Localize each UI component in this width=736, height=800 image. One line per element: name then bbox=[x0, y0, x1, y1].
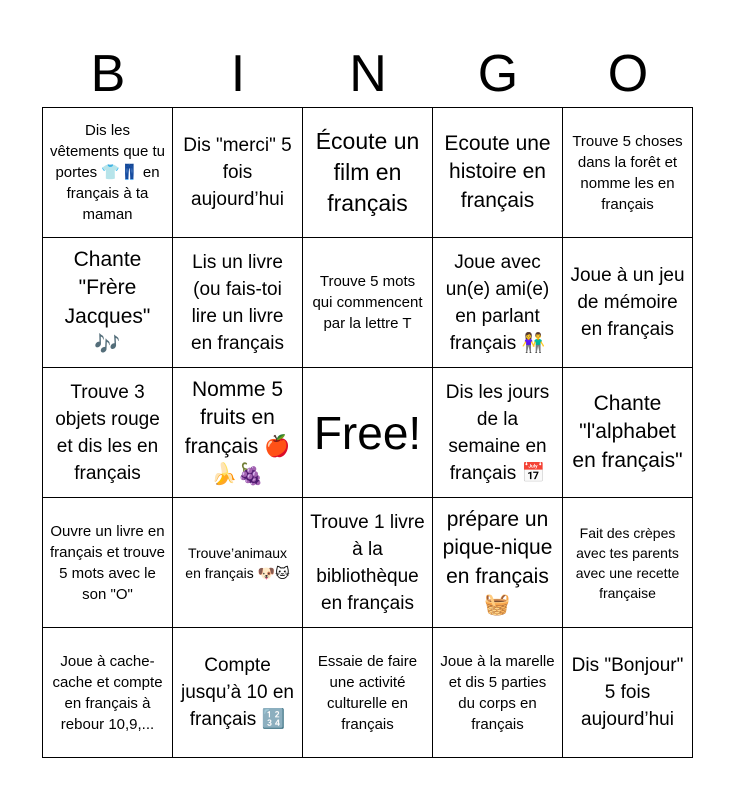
cell-text: Chante "l'alphabet en français" bbox=[572, 391, 683, 472]
bingo-cell[interactable] bbox=[173, 238, 303, 368]
cell-text: Nomme 5 fruits en français 🍎🍌🍇 bbox=[184, 377, 291, 486]
cell-text: Ouvre un livre en français et trouve 5 mots avec le son "O" bbox=[49, 522, 166, 603]
cell-text: Trouve 1 livre à la bibliothèque en français bbox=[310, 511, 425, 614]
cell-text: Essaie de faire une activité culturelle en français bbox=[317, 652, 418, 733]
bingo-cell[interactable] bbox=[303, 108, 433, 238]
cell-text: Trouve 3 objets rouge et dis les en français bbox=[55, 381, 160, 484]
bingo-cell[interactable] bbox=[433, 108, 563, 238]
cell-text: Fait des crèpes avec tes parents avec une recette française bbox=[575, 524, 680, 601]
bingo-cell[interactable] bbox=[563, 628, 693, 758]
header-letter-g: G bbox=[477, 45, 519, 103]
cell-text: Joue à un jeu de mémoire en français bbox=[570, 265, 685, 340]
cell-text: Joue à cache-cache et compte en français à rebour 10,9,... bbox=[52, 652, 163, 733]
bingo-cell[interactable] bbox=[43, 628, 173, 758]
cell-text: Joue à la marelle et dis 5 parties du corps en français bbox=[440, 652, 555, 733]
bingo-grid bbox=[42, 107, 693, 758]
cell-text: Chante "Frère Jacques" 🎶 bbox=[64, 247, 151, 356]
cell-text: Compte jusqu’à 10 en français 🔢 bbox=[180, 655, 295, 730]
bingo-cell[interactable] bbox=[563, 498, 693, 628]
bingo-cell[interactable] bbox=[43, 108, 173, 238]
cell-text: Trouve 5 mots qui commencent par la lettre T bbox=[312, 273, 423, 332]
cell-text: Dis "Bonjour" 5 fois aujourd’hui bbox=[571, 655, 684, 730]
bingo-cell[interactable] bbox=[173, 498, 303, 628]
header-letter-b: B bbox=[90, 45, 126, 103]
header-letter-o: O bbox=[607, 45, 649, 103]
free-space-cell[interactable] bbox=[303, 368, 433, 498]
cell-text: Lis un livre (ou fais-toi lire un livre en français bbox=[191, 251, 284, 354]
bingo-cell[interactable] bbox=[43, 238, 173, 368]
cell-text: Trouve 5 choses dans la forêt et nomme les en français bbox=[572, 132, 683, 213]
header-letter-i: I bbox=[230, 45, 246, 103]
cell-text: Joue avec un(e) ami(e) en parlant français 👫 bbox=[445, 251, 550, 354]
bingo-cell[interactable] bbox=[43, 498, 173, 628]
cell-text: Écoute un film en français bbox=[315, 128, 420, 216]
cell-text: Dis les jours de la semaine en français 📅 bbox=[445, 381, 550, 484]
cell-text: Ecoute une histoire en français bbox=[444, 131, 551, 212]
bingo-cell[interactable] bbox=[433, 238, 563, 368]
bingo-cell[interactable] bbox=[303, 238, 433, 368]
cell-text: Dis "merci" 5 fois aujourd’hui bbox=[183, 135, 292, 210]
bingo-cell[interactable] bbox=[433, 368, 563, 498]
bingo-cell[interactable] bbox=[173, 628, 303, 758]
bingo-cell[interactable] bbox=[173, 108, 303, 238]
free-space-text: Free! bbox=[313, 406, 422, 459]
bingo-cell[interactable] bbox=[433, 628, 563, 758]
header-letter-n: N bbox=[349, 45, 387, 103]
cell-text: prépare un pique-nique en français🧺 bbox=[442, 507, 553, 616]
bingo-cell[interactable] bbox=[563, 238, 693, 368]
cell-text: Dis les vêtements que tu portes 👕👖 en français à ta maman bbox=[49, 122, 166, 223]
bingo-cell[interactable] bbox=[303, 628, 433, 758]
bingo-cell[interactable] bbox=[433, 498, 563, 628]
bingo-header bbox=[43, 40, 693, 108]
bingo-cell[interactable] bbox=[563, 108, 693, 238]
bingo-cell[interactable] bbox=[303, 498, 433, 628]
bingo-cell[interactable] bbox=[563, 368, 693, 498]
bingo-cell[interactable] bbox=[173, 368, 303, 498]
cell-text: Trouve’animaux en français 🐶🐱 bbox=[185, 544, 290, 581]
bingo-cell[interactable] bbox=[43, 368, 173, 498]
